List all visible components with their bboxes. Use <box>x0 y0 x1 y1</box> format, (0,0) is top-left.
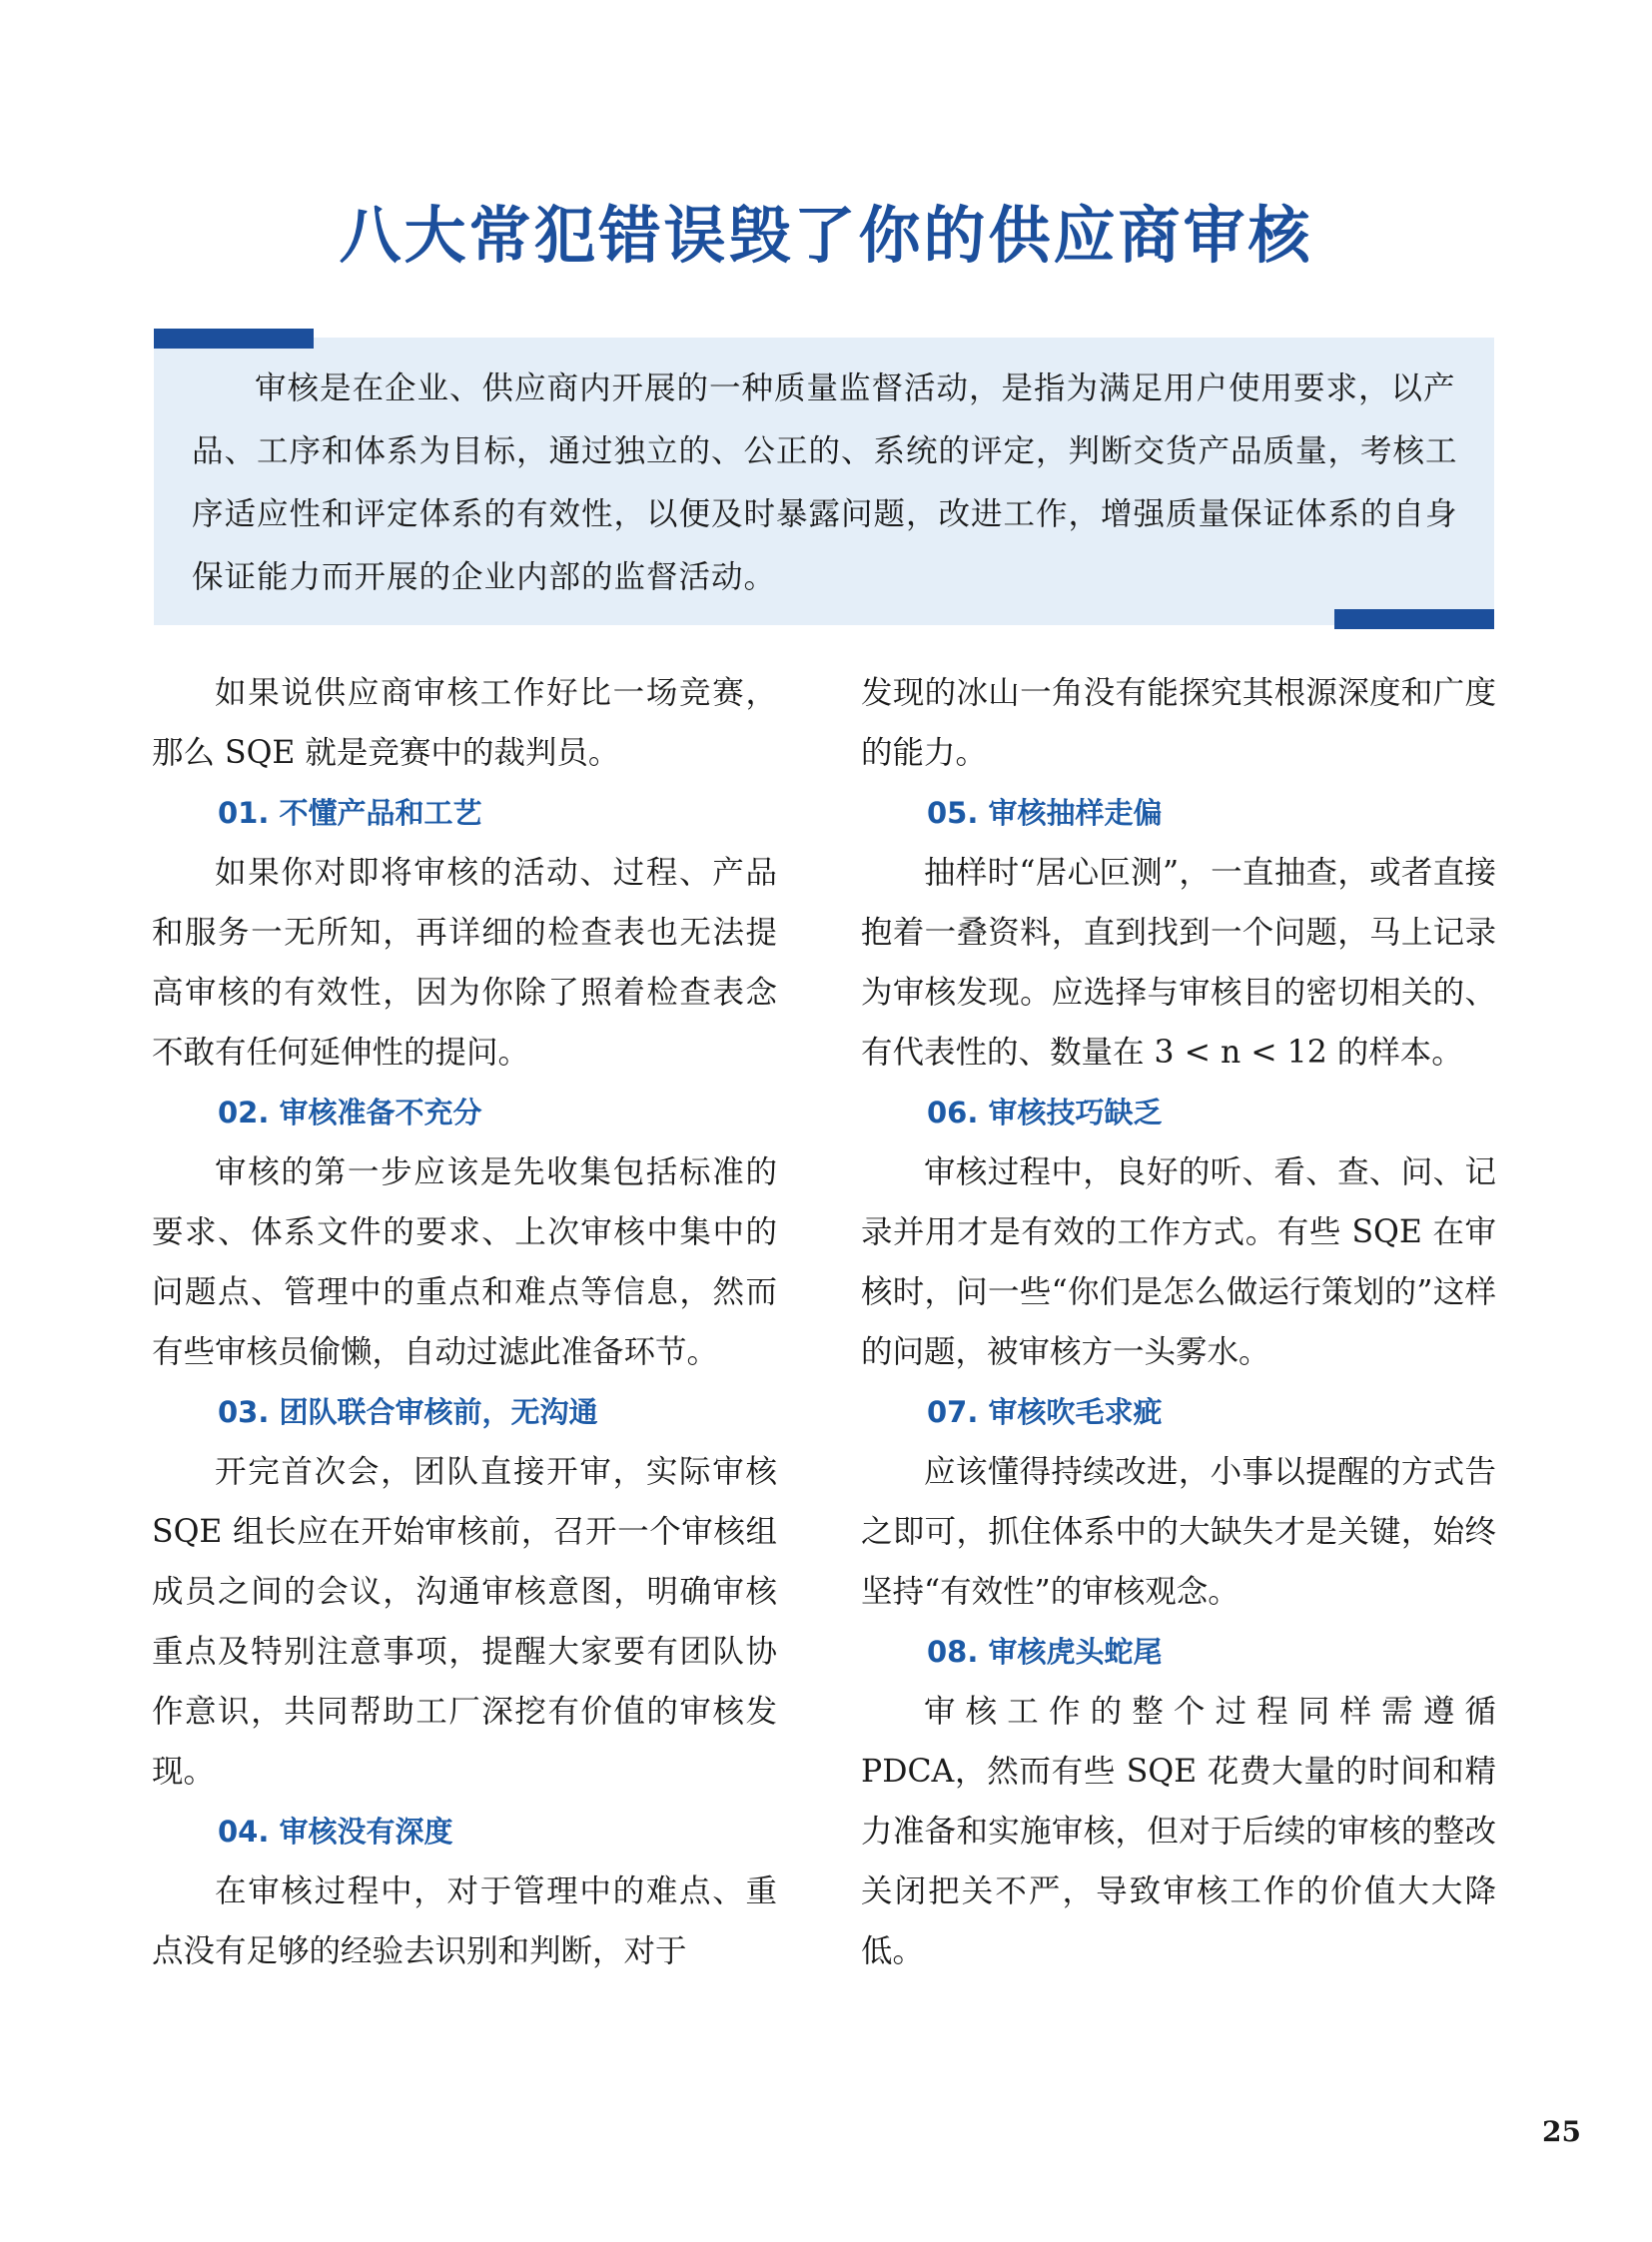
left-column <box>152 663 777 1981</box>
section-heading-02: 02. 审核准备不充分 <box>218 1096 482 1129</box>
section-text-07: 应该懂得持续改进，小事以提醒的方式告之即可，抓住体系中的大缺失才是关键，始终坚持“有效性”的审核观念。 <box>861 1454 1496 1610</box>
section-text-05: 抽样时“居心叵测”，一直抽查，或者直接抱着一叠资料，直到找到一个问题，马上记录为审核发现。应选择与审核目的密切相关的、有代表性的、数量在 3 < n < 12 的样本。 <box>861 855 1496 1071</box>
page-number: 25 <box>1542 2115 1581 2148</box>
section-text-01: 如果你对即将审核的活动、过程、产品和服务一无所知，再详细的检查表也无法提高审核的有效性，因为你除了照着检查表念不敢有任何延伸性的提问。 <box>152 855 777 1071</box>
article-title: 八大常犯错误毁了你的供应商审核 <box>339 199 1313 272</box>
intro-paragraph: 审核是在企业、供应商内开展的一种质量监督活动，是指为满足用户使用要求，以产品、工序和体系为目标，通过独立的、公正的、系统的评定，判断交货产品质量，考核工序适应性和评定体系的有效性，以便及时暴露问题，改进工作，增强质量保证体系的自身保证能力而开展的企业内部的监督活动。 <box>192 371 1458 595</box>
accent-bar-bottom <box>1334 609 1494 629</box>
section-text-06: 审核过程中，良好的听、看、查、问、记录并用才是有效的工作方式。有些 SQE 在审核时，问一些“你们是怎么做运行策划的”这样的问题，被审核方一头雾水。 <box>861 1154 1496 1370</box>
section-heading-06: 06. 审核技巧缺乏 <box>927 1096 1163 1129</box>
section-text-03: 开完首次会，团队直接开审，实际审核 SQE 组长应在开始审核前，召开一个审核组成员之间的会议，沟通审核意图，明确审核重点及特别注意事项，提醒大家要有团队协作意识，共同帮助工厂深挖有价值的审核发现。 <box>152 1454 777 1790</box>
opening-paragraph: 如果说供应商审核工作好比一场竞赛，那么 SQE 就是竞赛中的裁判员。 <box>152 675 777 771</box>
section-heading-01: 01. 不懂产品和工艺 <box>218 796 482 830</box>
section-heading-04: 04. 审核没有深度 <box>218 1815 453 1849</box>
accent-bar-top <box>154 329 314 349</box>
section-text-08: 审核工作的整个过程同样需遵循 PDCA，然而有些 SQE 花费大量的时间和精力准备和实施审核，但对于后续的审核的整改关闭把关不严，导致审核工作的价值大大降低。 <box>861 1694 1496 1969</box>
section-heading-08: 08. 审核虎头蛇尾 <box>927 1635 1163 1669</box>
section-heading-07: 07. 审核吹毛求疵 <box>927 1395 1163 1429</box>
section-text-02: 审核的第一步应该是先收集包括标准的要求、体系文件的要求、上次审核中集中的问题点、管理中的重点和难点等信息，然而有些审核员偷懒，自动过滤此准备环节。 <box>152 1154 777 1370</box>
section-heading-05: 05. 审核抽样走偏 <box>927 796 1163 830</box>
right-column <box>861 663 1496 1981</box>
intro-box <box>154 338 1494 625</box>
section-heading-03: 03. 团队联合审核前，无沟通 <box>218 1395 598 1429</box>
section-text-04: 在审核过程中，对于管理中的难点、重点没有足够的经验去识别和判断，对于 <box>152 1873 777 1969</box>
section-text-04-continued: 发现的冰山一角没有能探究其根源深度和广度的能力。 <box>861 675 1496 771</box>
